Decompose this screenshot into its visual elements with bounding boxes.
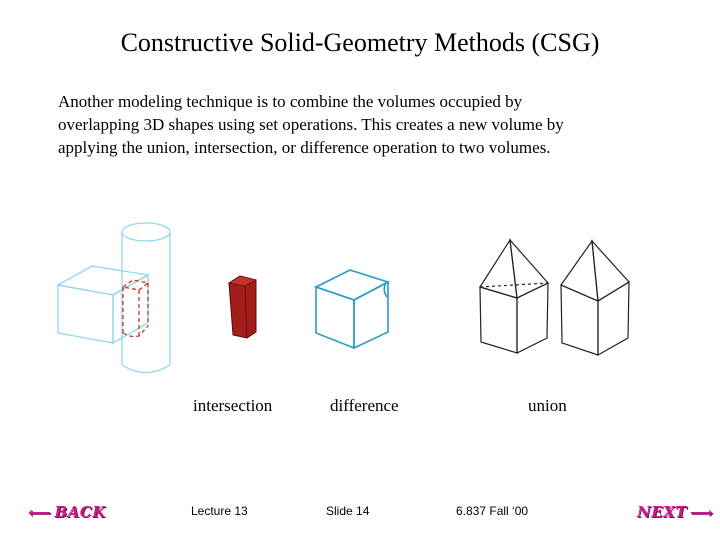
paragraph-line: overlapping 3D shapes using set operations. This creates a new volume by: [58, 115, 564, 134]
right-arrow-icon: ⟶: [689, 502, 714, 522]
footer-slide-number: Slide 14: [326, 504, 370, 518]
light-cylinder: [122, 223, 170, 373]
back-button[interactable]: [28, 500, 106, 524]
difference-cube: [316, 270, 388, 348]
footer-course: 6.837 Fall ‘00: [456, 504, 529, 518]
light-cube: [58, 266, 148, 343]
intersection-solid: [229, 276, 256, 338]
back-label: BACK: [54, 503, 106, 521]
paragraph-line: Another modeling technique is to combine the volumes occupied by: [58, 92, 523, 111]
left-arrow-icon: ⟵: [28, 502, 52, 522]
next-label: NEXT: [637, 503, 687, 521]
caption-intersection: intersection: [193, 396, 273, 415]
caption-difference: difference: [330, 396, 399, 415]
caption-union: union: [528, 396, 567, 415]
overlapping-shapes-figure: [58, 223, 170, 373]
union-house-right: [561, 241, 629, 355]
paragraph-line: applying the union, intersection, or difference operation to two volumes.: [58, 138, 551, 157]
slide-title: Constructive Solid-Geometry Methods (CSG): [120, 28, 600, 57]
union-house-left: [480, 240, 548, 353]
footer-lecture: Lecture 13: [191, 504, 248, 518]
intersection-outline: [123, 280, 148, 337]
next-button[interactable]: [637, 500, 713, 524]
